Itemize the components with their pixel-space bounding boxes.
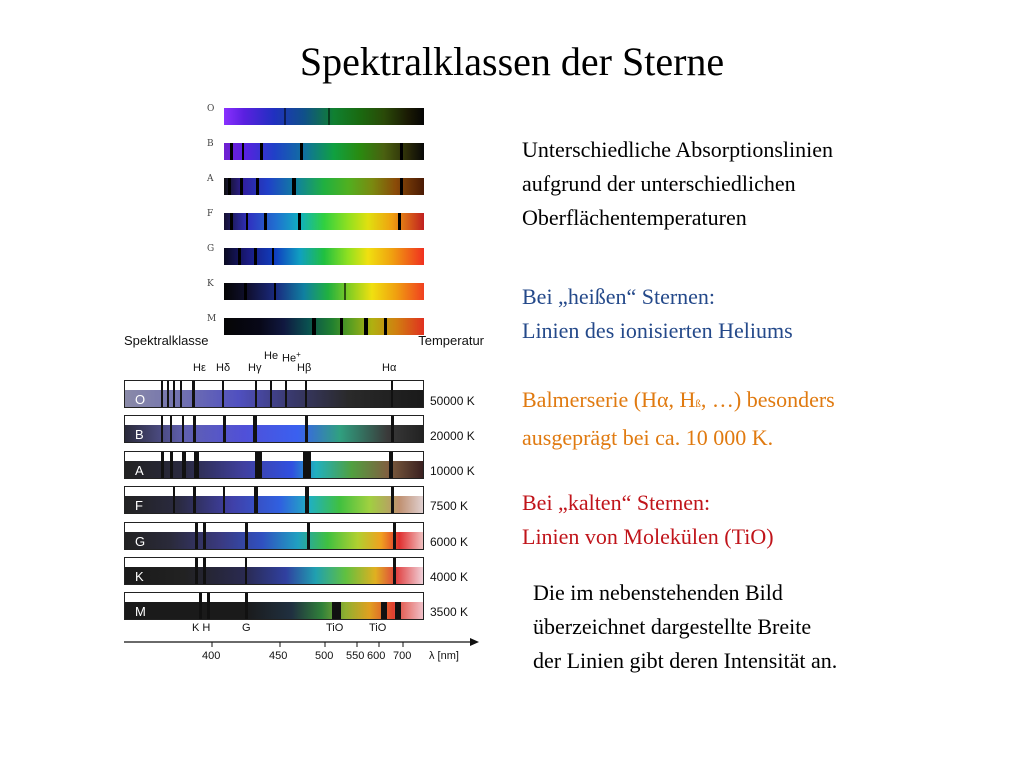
tio-label: TiO — [326, 622, 344, 634]
h-delta-label: Hδ — [216, 362, 231, 374]
balmer-line-1 — [522, 383, 835, 421]
temperature-label: 20000 K — [430, 429, 475, 443]
hot-stars-heading: Bei „heißen“ Sternen: — [522, 284, 716, 309]
note-text — [533, 576, 837, 678]
page-title: Spektralklassen der Sterne — [299, 39, 725, 84]
schematic-spectrum-row — [124, 415, 424, 443]
spectral-class-label: M — [135, 604, 146, 619]
g-band-label: G — [242, 622, 251, 634]
schematic-spectrum-row — [124, 451, 424, 479]
intro-line: Unterschiedliche Absorptionslinien — [522, 137, 833, 162]
axis-header — [124, 333, 484, 349]
intro-line: aufgrund der unterschiedlichen — [522, 171, 796, 196]
h-alpha-label: Hα — [382, 362, 397, 374]
spectral-class-label: K — [135, 569, 144, 584]
wavelength-tick-label: 450 — [269, 650, 288, 662]
schematic-spectrum-row — [124, 486, 424, 514]
balmer-mid: , H — [668, 387, 696, 412]
top-spectrum-bar — [224, 248, 424, 265]
spectral-class-label: B — [135, 427, 144, 442]
wavelength-axis — [124, 622, 484, 662]
hot-stars-description: Linien des ionisierten Heliums — [522, 318, 793, 343]
intro-line: Oberflächentemperaturen — [522, 205, 747, 230]
wavelength-tick-label: 600 — [367, 650, 386, 662]
wavelength-tick-label: 550 — [346, 650, 365, 662]
top-spectrum-bar — [224, 108, 424, 125]
top-spectrum-bar — [224, 143, 424, 160]
wavelength-tick-label: 700 — [393, 650, 412, 662]
h-epsilon-label: Hε — [193, 362, 206, 374]
ca-k-h-label: K H — [192, 622, 211, 634]
balmer-suffix: , …) besonders — [700, 387, 835, 412]
note-line: der Linien gibt deren Intensität an. — [533, 648, 838, 673]
top-spectrum-label: M — [207, 314, 217, 324]
note-line: überzeichnet dargestellte Breite — [533, 614, 812, 639]
temperature-axis-label: Temperatur — [418, 333, 484, 348]
spectral-class-label: A — [135, 463, 144, 478]
spectral-class-label: F — [135, 498, 143, 513]
top-spectrum-label: K — [207, 279, 214, 289]
intro-text — [522, 133, 833, 235]
schematic-spectrum-row — [124, 522, 424, 550]
temperature-label: 10000 K — [430, 464, 475, 478]
temperature-label: 50000 K — [430, 394, 475, 408]
cold-stars-heading: Bei „kalten“ Sternen: — [522, 490, 711, 515]
balmer-series-text — [522, 383, 835, 455]
h-gamma-label: Hγ — [248, 362, 262, 374]
top-spectrum-label: A — [207, 174, 214, 184]
balmer-alpha: α — [657, 387, 669, 412]
cold-stars-description: Linien von Molekülen (TiO) — [522, 524, 774, 549]
top-spectrum-label: B — [207, 139, 214, 149]
spectral-class-label: G — [135, 534, 146, 549]
top-spectrum-label: G — [207, 244, 215, 254]
wavelength-tick-label: 500 — [315, 650, 334, 662]
cold-stars-text — [522, 486, 774, 554]
hot-stars-text — [522, 280, 793, 348]
schematic-spectrum-row — [124, 557, 424, 585]
spectral-class-label: O — [135, 392, 146, 407]
he-label: He — [264, 350, 279, 362]
temperature-label: 7500 K — [430, 499, 469, 513]
plus-superscript: + — [296, 350, 301, 359]
schematic-spectrum-row — [124, 592, 424, 620]
balmer-line-2: ausgeprägt bei ca. 10 000 K. — [522, 425, 774, 450]
wavelength-tick-label: 400 — [202, 650, 221, 662]
balmer-prefix: Balmerserie (H — [522, 387, 657, 412]
top-spectrum-bar — [224, 213, 424, 230]
he-plus-symbol: He — [282, 352, 297, 365]
schematic-spectrum-row — [124, 380, 424, 408]
wavelength-axis-label: λ [nm] — [429, 650, 459, 662]
top-spectrum-label: F — [207, 209, 214, 219]
note-line: Die im nebenstehenden Bild — [533, 580, 783, 605]
temperature-label: 4000 K — [430, 570, 469, 584]
top-spectrum-label: O — [207, 104, 215, 114]
temperature-label: 3500 K — [430, 605, 469, 619]
top-spectrum-bar — [224, 178, 424, 195]
spectral-class-axis-label: Spektralklasse — [124, 333, 209, 348]
top-spectrum-bar — [224, 283, 424, 300]
h-beta-label: Hβ — [297, 362, 312, 374]
tio-label: TiO — [369, 622, 387, 634]
temperature-label: 6000 K — [430, 535, 469, 549]
balmer-beta: ß — [695, 398, 701, 410]
